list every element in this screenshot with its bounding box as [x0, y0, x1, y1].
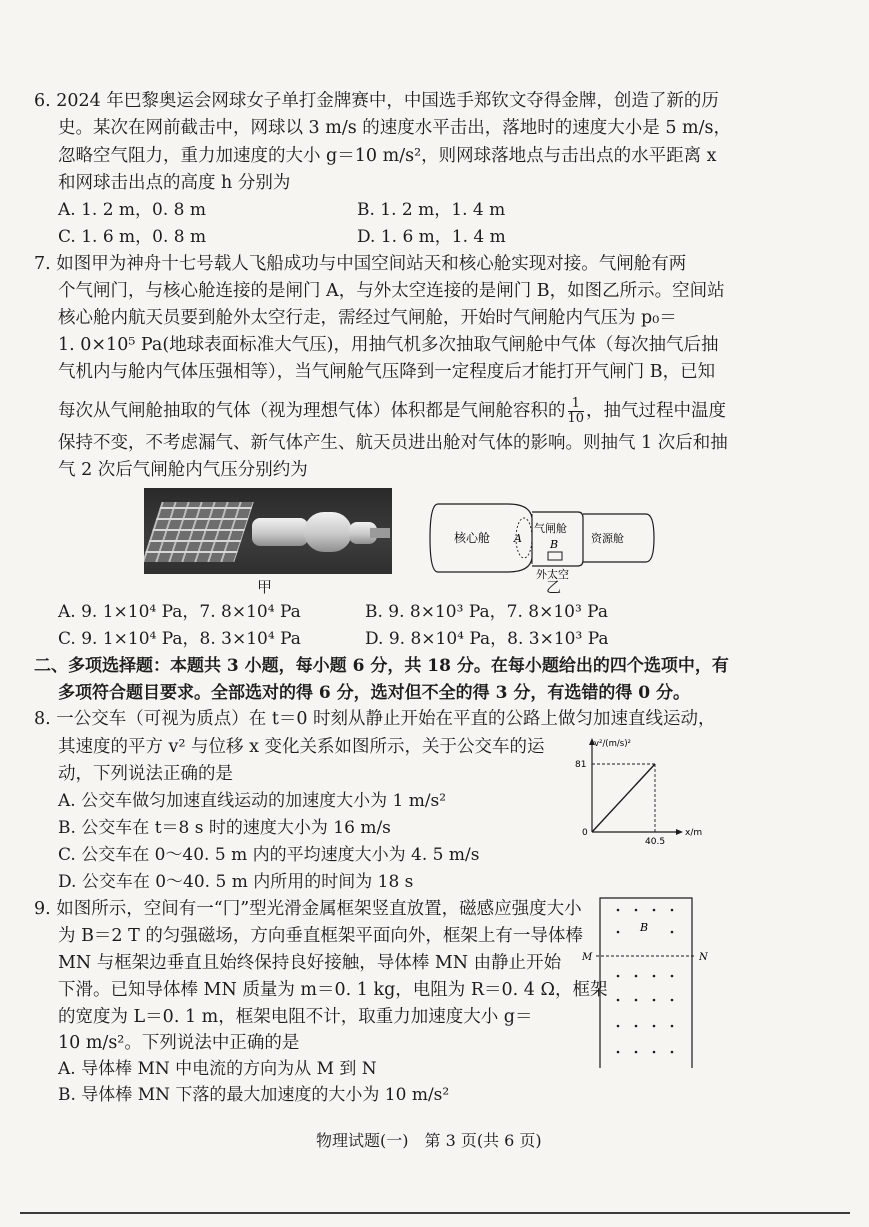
y-tick-81: 81 [575, 760, 587, 770]
question-6-line-4: 和网球击出点的高度 h 分别为 [58, 173, 291, 193]
question-8-option-b: B. 公交车在 t＝8 s 时的速度大小为 16 m/s [58, 818, 391, 838]
question-7-option-a: A. 9. 1×10⁴ Pa，7. 8×10⁴ Pa [58, 602, 301, 622]
field-b-label: B [640, 921, 649, 934]
airlock-module-shape [304, 512, 352, 552]
space-station-photo [144, 488, 392, 574]
question-9-line-6: 10 m/s²。下列说法中正确的是 [58, 1033, 300, 1053]
bottom-rule [20, 1212, 850, 1214]
question-7-line-1: 7. 如图甲为神舟十七号载人飞船成功与中国空间站天和核心舱实现对接。气闸舱有两 [34, 254, 687, 274]
docking-port-shape [370, 528, 390, 538]
solar-panel [144, 502, 254, 562]
airlock-label: 气闸舱 [534, 522, 567, 535]
v-squared-vs-x-graph [572, 734, 712, 846]
question-8-line-1: 8. 一公交车（可视为质点）在 t＝0 时刻从静止开始在平直的公路上做匀加速直线运动， [34, 709, 716, 729]
resource-module-label: 资源舱 [591, 532, 624, 545]
page-footer: 物理试题(一) 第 3 页(共 6 页) [316, 1131, 542, 1150]
airlock-diagram [428, 500, 658, 580]
question-6-line-1: 6. 2024 年巴黎奥运会网球女子单打金牌赛中，中国选手郑钦文夺得金牌，创造了新的历 [34, 91, 719, 111]
question-7-line-3: 核心舱内航天员要到舱外太空行走，需经过气闸舱，开始时气闸舱内气压为 p₀＝ [58, 308, 677, 328]
gate-a-label: A [514, 532, 522, 545]
fraction-numerator: 1 [568, 397, 585, 412]
gate-b-label: B [550, 538, 559, 551]
fraction-one-tenth [568, 397, 585, 426]
question-6-option-d: D. 1. 6 m，1. 4 m [357, 227, 506, 247]
figure-jia-caption: 甲 [257, 578, 273, 596]
question-9-option-b: B. 导体棒 MN 下落的最大加速度的大小为 10 m/s² [58, 1085, 450, 1105]
outer-space-label: 外太空 [536, 568, 569, 580]
x-tick-40-5: 40.5 [645, 837, 666, 846]
question-9-option-a: A. 导体棒 MN 中电流的方向为从 M 到 N [58, 1059, 377, 1079]
question-9-line-5: 的宽度为 L＝0. 1 m，框架电阻不计，取重力加速度大小 g＝ [58, 1007, 533, 1027]
core-module-shape [252, 518, 308, 546]
question-6-option-b: B. 1. 2 m，1. 4 m [357, 200, 506, 220]
question-9-line-4: 下滑。已知导体棒 MN 质量为 m＝0. 1 kg，电阻为 R＝0. 4 Ω，框架 [58, 980, 608, 1000]
question-6-line-3: 忽略空气阻力，重力加速度的大小 g＝10 m/s²，则网球落地点与击出点的水平距离 x [58, 146, 717, 166]
question-7-line-8: 气 2 次后气闸舱内气压分别约为 [58, 460, 308, 480]
magnetic-frame-diagram [578, 892, 718, 1072]
question-8-option-c: C. 公交车在 0～40. 5 m 内的平均速度大小为 4. 5 m/s [58, 845, 480, 865]
question-7-option-b: B. 9. 8×10³ Pa，7. 8×10³ Pa [365, 602, 608, 622]
origin-label: 0 [582, 828, 588, 838]
question-7-option-d: D. 9. 8×10⁴ Pa，8. 3×10³ Pa [365, 629, 609, 649]
data-line [592, 764, 655, 832]
question-8-option-d: D. 公交车在 0～40. 5 m 内所用的时间为 18 s [58, 872, 414, 892]
question-7-line-6-end: ，抽气过程中温度 [586, 401, 727, 421]
question-9-line-2: 为 B＝2 T 的匀强磁场，方向垂直框架平面向外，框架上有一导体棒 [58, 926, 583, 946]
y-axis-label: v²/(m/s)² [594, 739, 631, 749]
question-7-line-7: 保持不变，不考虑漏气、新气体产生、航天员进出舱对气体的影响。则抽气 1 次后和抽 [58, 433, 728, 453]
fraction-denominator: 10 [567, 411, 585, 426]
section-2-line-1: 二、多项选择题：本题共 3 小题，每小题 6 分，共 18 分。在每小题给出的四个选项中，有 [34, 656, 729, 676]
question-7-option-c: C. 9. 1×10⁴ Pa，8. 3×10⁴ Pa [58, 629, 301, 649]
figure-yi-caption: 乙 [546, 578, 562, 596]
question-9-line-3: MN 与框架边垂直且始终保持良好接触，导体棒 MN 由静止开始 [58, 953, 562, 973]
question-6-line-2: 史。某次在网前截击中，网球以 3 m/s 的速度水平击出，落地时的速度大小是 5 m/s， [58, 118, 732, 138]
question-7-line-4: 1. 0×10⁵ Pa(地球表面标准大气压)，用抽气机多次抽取气闸舱中气体（每次抽气后抽 [58, 335, 719, 355]
question-6-option-c: C. 1. 6 m，0. 8 m [58, 227, 207, 247]
question-7-line-6 [58, 397, 726, 426]
question-8-option-a: A. 公交车做匀加速直线运动的加速度大小为 1 m/s² [58, 791, 447, 811]
x-axis-arrow [676, 829, 683, 835]
point-m-label: M [582, 952, 593, 963]
question-9-line-1: 9. 如图所示，空间有一“冂”型光滑金属框架竖直放置，磁感应强度大小 [34, 899, 582, 919]
section-2-line-2: 多项符合题目要求。全部选对的得 6 分，选对但不全的得 3 分，有选错的得 0 分。 [58, 683, 690, 703]
point-n-label: N [699, 952, 708, 963]
x-axis-label: x/m [685, 828, 703, 838]
question-8-line-3: 动，下列说法正确的是 [58, 764, 233, 784]
core-module-label: 核心舱 [454, 531, 491, 545]
question-7-line-5: 气机内与舱内气体压强相等），当气闸舱气压降到一定程度后才能打开气闸门 B，已知 [58, 362, 716, 382]
question-7-line-6-start: 每次从气闸舱抽取的气体（视为理想气体）体积都是气闸舱容积的 [58, 401, 566, 421]
question-7-line-2: 个气闸门，与核心舱连接的是闸门 A，与外太空连接的是闸门 B，如图乙所示。空间站 [58, 281, 725, 301]
question-6-option-a: A. 1. 2 m，0. 8 m [58, 200, 207, 220]
question-8-line-2: 其速度的平方 v² 与位移 x 变化关系如图所示，关于公交车的运 [58, 737, 545, 757]
